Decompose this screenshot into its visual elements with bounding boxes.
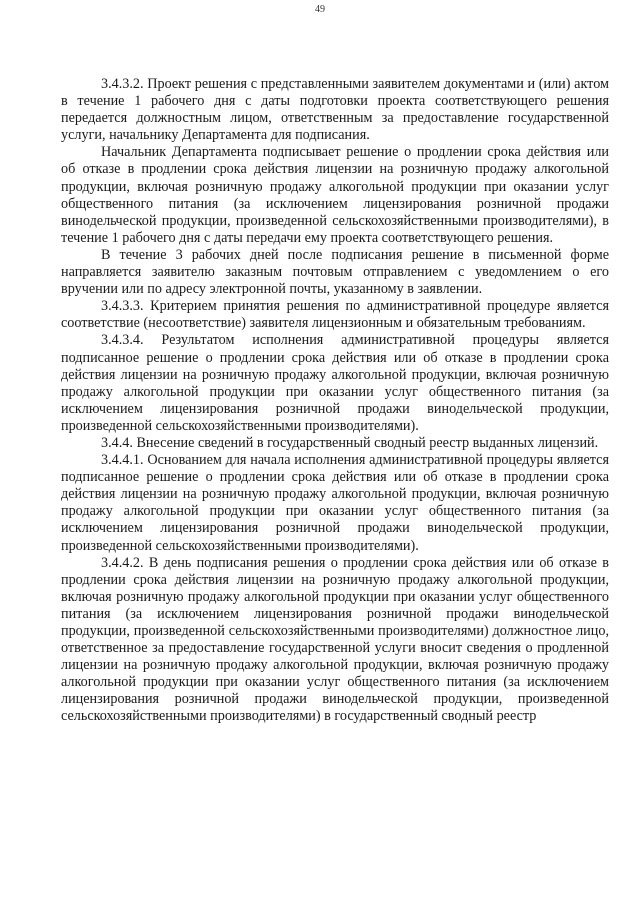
paragraph-3-4-3-2: 3.4.3.2. Проект решения с представленными заявителем документами и (или) актом в течение 1 рабочего дня с даты подготовки проекта соответствующего решения передается должностным лицом, ответственным за предоставление государственной услуги, начальнику Департамента для подписания. (61, 76, 609, 144)
paragraph-3-4-4: 3.4.4. Внесение сведений в государственный сводный реестр выданных лицензий. (101, 434, 599, 451)
paragraph-3-4-4-2: 3.4.4.2. В день подписания решения о продлении срока действия или об отказе в продлении срока действия лицензии на розничную продажу алкогольной продукции, включая розничную продажу алкогольной продукции при оказании услуг общественного питания (за исключением лицензирования розничной продажи винодельческой продукции, произведенной сельскохозяйственными производителями) должностное лицо, ответственное за предоставление государственной услуги вносит сведения о продленной лицензии на розничную продажу алкогольной продукции, включая розничную продажу алкогольной продукции при оказании услуг общественного питания (за исключением лицензирования розничной продажи винодельческой продукции, произведенной сельскохозяйственными производителями) в государственный сводный реестр (61, 554, 609, 725)
paragraph-3-4-3-4: 3.4.3.4. Результатом исполнения административной процедуры является подписанное решение о продлении срока действия или об отказе в продлении срока действия лицензии на розничную продажу алкогольной продукции, включая розничную продажу алкогольной продукции при оказании услуг общественного питания (за исключением лицензирования розничной продажи винодельческой продукции, произведенной сельскохозяйственными производителями). (61, 332, 609, 434)
paragraph-3-4-4-1: 3.4.4.1. Основанием для начала исполнения административной процедуры является подписанное решение о продлении срока действия или об отказе в продлении срока действия лицензии на розничную продажу алкогольной продукции, включая розничную продажу алкогольной продукции при оказании услуг общественного питания (за исключением лицензирования розничной продажи винодельческой продукции, произведенной сельскохозяйственными производителями). (61, 452, 609, 554)
paragraph-head-signs: Начальник Департамента подписывает решение о продлении срока действия или об отказе в продлении срока действия лицензии на розничную продажу алкогольной продукции, включая розничную продажу алкогольной продукции при оказании услуг общественного питания (за исключением лицензирования розничной продажи винодельческой продукции, произведенной сельскохозяйственными производителями), в течение 1 рабочего дня с даты передачи ему проекта соответствующего решения. (61, 144, 609, 246)
page-number: 49 (315, 4, 325, 15)
paragraph-3-4-3-3: 3.4.3.3. Критерием принятия решения по административной процедуре является соответствие (несоответствие) заявителя лицензионным и обязательным требованиям. (61, 298, 609, 332)
document-body (61, 76, 609, 726)
paragraph-delivery: В течение 3 рабочих дней после подписания решение в письменной форме направляется заявителю заказным почтовым отправлением с уведомлением о его вручении или по адресу электронной почты, указанному в заявлении. (61, 246, 609, 298)
